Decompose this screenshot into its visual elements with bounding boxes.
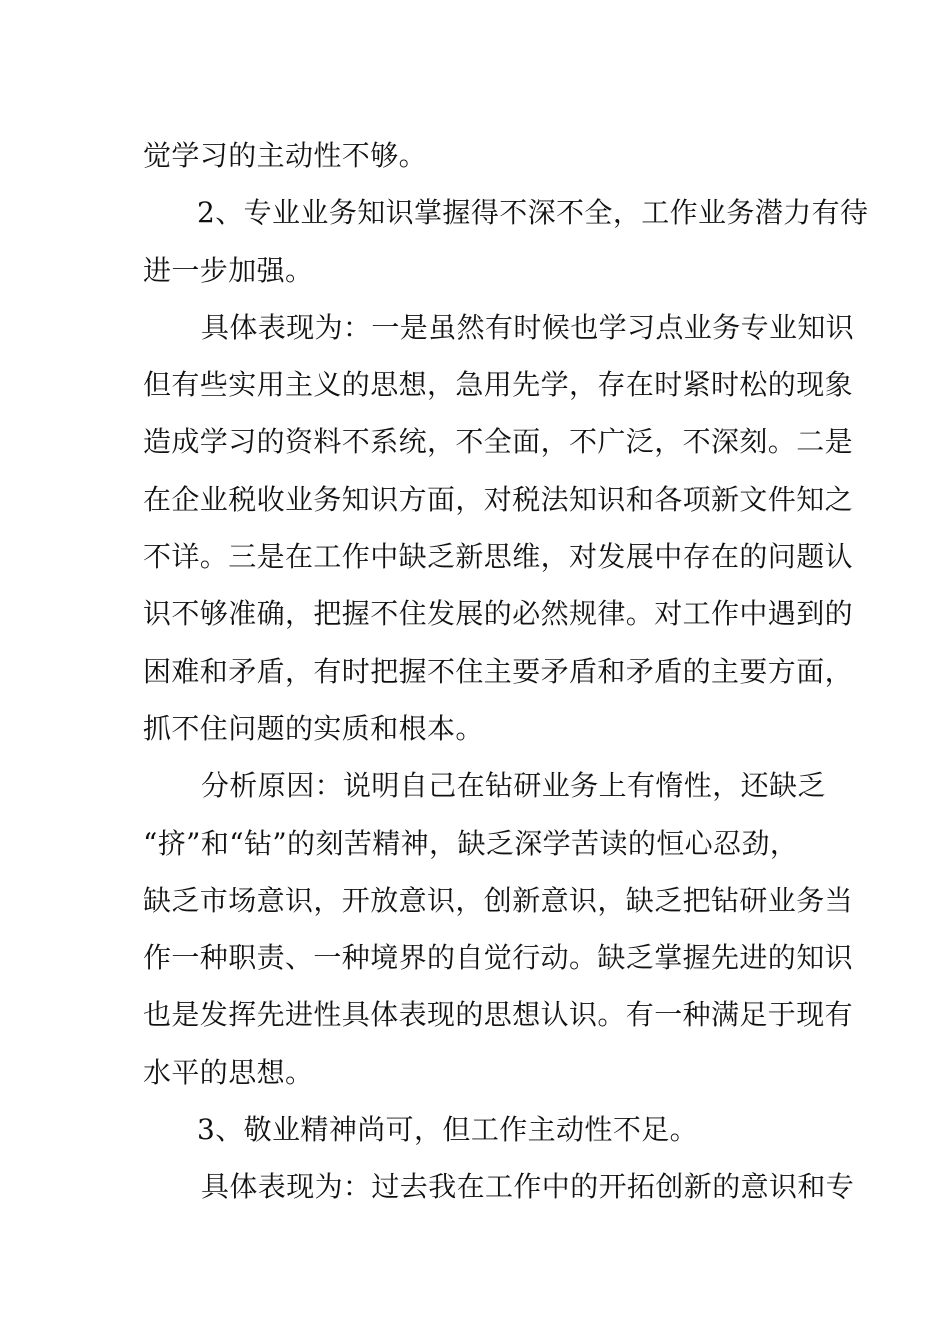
text-line: 2、专业业务知识掌握得不深不全，工作业务潜力有待 [197, 196, 869, 230]
paragraph-item-2 [143, 184, 869, 299]
text-line: 水平的思想。 [143, 1055, 314, 1089]
text-line: 也是发挥先进性具体表现的思想认识。有一种满足于现有 [143, 998, 854, 1032]
text-line: 困难和矛盾，有时把握不住主要矛盾和矛盾的主要方面， [143, 654, 854, 688]
text-line: 缺乏市场意识，开放意识，创新意识，缺乏把钻研业务当 [143, 883, 854, 917]
text-line: 进一步加强。 [143, 253, 314, 287]
paragraph-specific-performance-2 [143, 1158, 855, 1215]
text-line: 抓不住问题的实质和根本。 [143, 711, 484, 745]
text-line: “挤”和“钻”的刻苦精神，缺乏深学苦读的恒心忍劲， [143, 826, 799, 860]
text-line: 3、敬业精神尚可，但工作主动性不足。 [197, 1113, 699, 1147]
text-line: 但有些实用主义的思想，急用先学，存在时紧时松的现象 [143, 368, 854, 402]
document-body [143, 127, 869, 1216]
paragraph-cause-analysis [143, 757, 854, 1101]
paragraph-continuation [143, 127, 808, 184]
text-line: 在企业税收业务知识方面，对税法知识和各项新文件知之 [143, 482, 854, 516]
text-line: 作一种职责、一种境界的自觉行动。缺乏掌握先进的知识 [143, 941, 854, 975]
text-line: 觉学习的主动性不够。 [143, 139, 428, 172]
text-line: 具体表现为：一是虽然有时候也学习点业务专业知识 [201, 310, 855, 344]
text-line: 不详。三是在工作中缺乏新思维，对发展中存在的问题认 [143, 540, 854, 574]
paragraph-specific-performance [143, 299, 855, 757]
text-line: 识不够准确，把握不住发展的必然规律。对工作中遇到的 [143, 597, 854, 631]
text-line: 分析原因：说明自己在钻研业务上有惰性，还缺乏 [201, 769, 826, 803]
paragraph-item-3 [143, 1101, 808, 1158]
text-line: 具体表现为：过去我在工作中的开拓创新的意识和专 [201, 1170, 855, 1204]
text-line: 造成学习的资料不系统，不全面，不广泛，不深刻。二是 [143, 425, 854, 459]
